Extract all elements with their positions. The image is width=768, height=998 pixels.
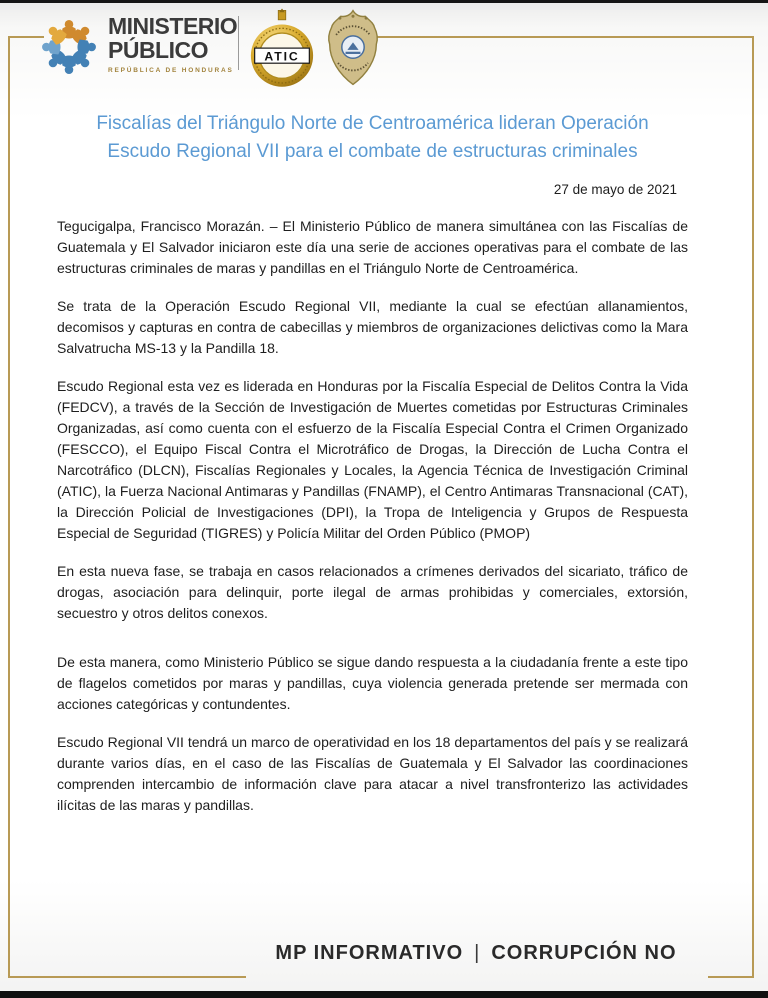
- atic-label: ATIC: [264, 49, 300, 64]
- dlcn-police-badge-icon: [325, 8, 381, 88]
- page-title: [57, 110, 688, 166]
- paragraph: De esta manera, como Ministerio Público se sigue dando respuesta a la ciudadanía frente a este tipo de flagelos cometidos por maras y pandillas, cuya violencia generada pretende ser mermada con acciones categóricas y contundentes.: [57, 654, 688, 712]
- paragraph: Escudo Regional VII tendrá un marco de operatividad en los 18 departamentos del país y se realizará durante varios días, en el caso de las Fiscalías de Guatemala y El Salvador las coordinaciones comprenden intercambio de información clave para atacar a nivel transfronterizo las actividades ilícitas de las maras y pandillas.: [57, 734, 688, 813]
- document-body: [57, 216, 688, 833]
- ministerio-publico-seal-icon: [38, 12, 100, 82]
- org-name-line1: MINISTERIO: [108, 13, 238, 39]
- frame-border-left: [8, 36, 10, 978]
- frame-border-right: [752, 36, 754, 978]
- org-name-block: [108, 13, 238, 74]
- scan-edge-bottom: [0, 991, 768, 998]
- org-subtitle: REPÚBLICA DE HONDURAS: [108, 67, 234, 74]
- footer-right-label: CORRUPCIÓN NO: [491, 942, 677, 964]
- page-title-line1: Fiscalías del Triángulo Norte de Centroamérica lideran Operación: [96, 113, 649, 134]
- paragraph: En esta nueva fase, se trabaja en casos relacionados a crímenes derivados del sicariato, tráfico de drogas, asociación para delinquir, porte ilegal de armas prohibidas y comerciales, extorsión, secuestro y otros delitos conexos.: [57, 563, 688, 621]
- document-date: 27 de mayo de 2021: [553, 182, 677, 197]
- org-name-line2: PÚBLICO: [108, 37, 208, 63]
- paragraph: Escudo Regional esta vez es liderada en Honduras por la Fiscalía Especial de Delitos Contra la Vida (FEDCV), a través de la Sección de Investigación de Muertes cometidas por Estructuras Criminales Organizadas, así como cuenta con el esfuerzo de la Fiscalía Especial Contra el Crimen Organizado (FESCCO), el Equipo Fiscal Contra el Microtráfico de Drogas, la Dirección de Lucha Contra el Narcotráfico (DLCN), Fiscalías Regionales y Locales, la Agencia Técnica de Investigación Criminal (ATIC), la Fuerza Nacional Antimaras y Pandillas (FNAMP), el Centro Antimaras Transnacional (CAT), la Dirección Policial de Investigaciones (DPI), la Tropa de Inteligencia y Grupos de Respuesta Especial de Seguridad (TIGRES) y Policía Militar del Orden Público (PMOP): [57, 378, 688, 541]
- paragraph: Se trata de la Operación Escudo Regional VII, mediante la cual se efectúan allanamientos, decomisos y capturas en contra de cabecillas y miembros de organizaciones delictivas como la Mara Salvatrucha MS-13 y la Pandilla 18.: [57, 298, 688, 356]
- page-title-line2: Escudo Regional VII para el combate de estructuras criminales: [107, 141, 638, 162]
- frame-border-bottom-left: [8, 976, 246, 978]
- frame-border-top: [374, 36, 754, 38]
- header-divider: [238, 16, 239, 70]
- header: [38, 6, 381, 92]
- footer-slogan: [243, 942, 709, 965]
- scan-edge-top: [0, 0, 768, 3]
- paragraph: Tegucigalpa, Francisco Morazán. – El Ministerio Público de manera simultánea con las Fiscalías de Guatemala y El Salvador iniciaron este día una serie de acciones operativas para el combate de las estructuras criminales de maras y pandillas en el Triángulo Norte de Centroamérica.: [57, 218, 688, 276]
- footer-divider: |: [474, 942, 481, 964]
- atic-logo-icon: [249, 8, 315, 92]
- frame-border-bottom-right: [708, 976, 754, 978]
- footer-left-label: MP INFORMATIVO: [275, 942, 464, 964]
